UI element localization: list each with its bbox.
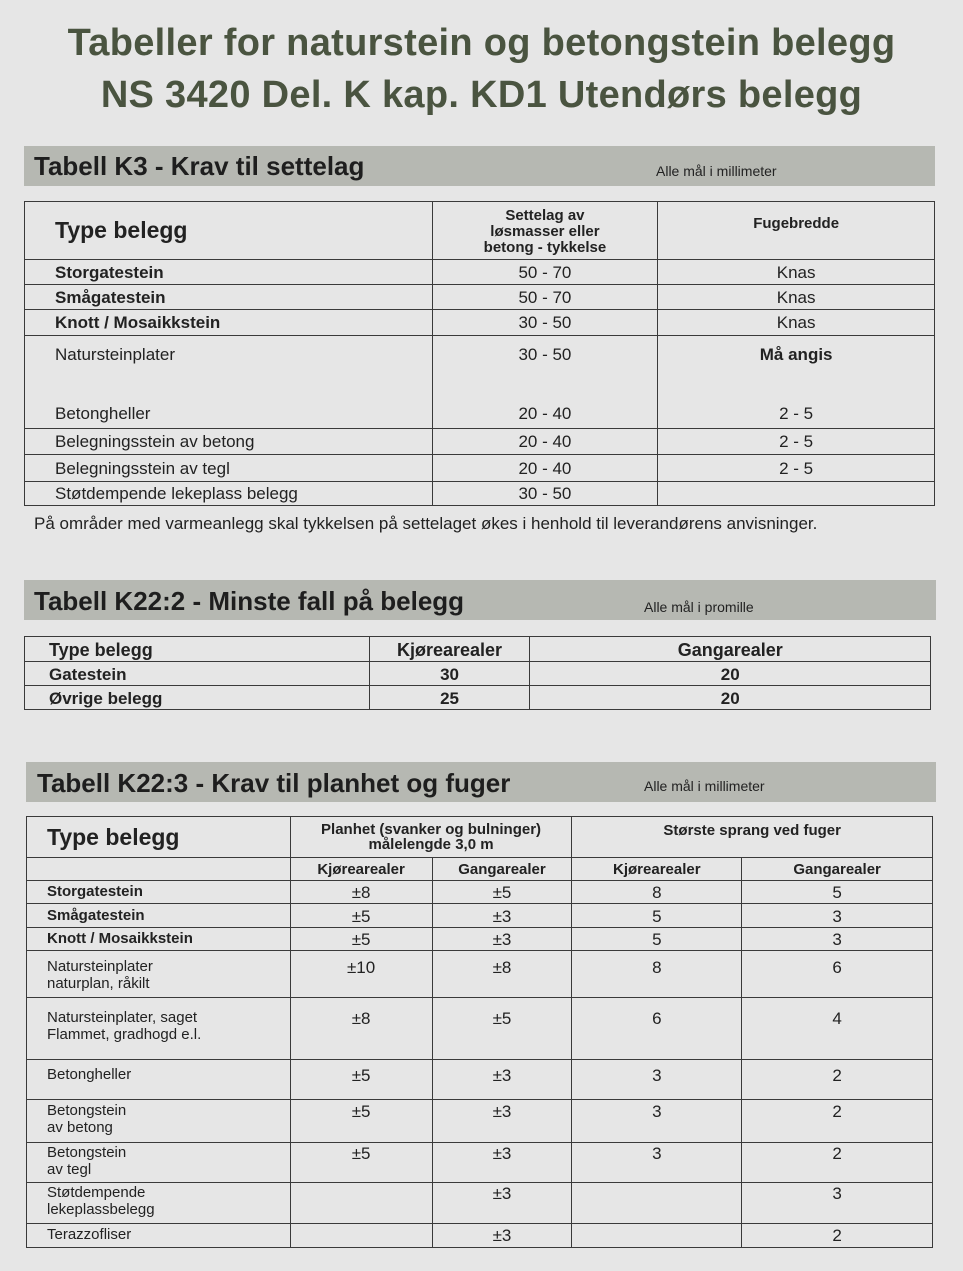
- k22-2-cell-type: Gatestein: [25, 662, 370, 686]
- k22-3-cell-gang-planhet: ±5: [432, 998, 572, 1060]
- k3-cell-settelag: 30 - 50: [432, 336, 658, 382]
- k3-cell-settelag: 20 - 40: [432, 382, 658, 429]
- k22-3-cell-kjore-planhet: ±5: [290, 928, 432, 951]
- k3-col-settelag: Settelag av løsmasser eller betong - tykkelse: [432, 202, 658, 260]
- k22-3-cell-kjore-planhet: ±5: [290, 1060, 432, 1100]
- k3-cell-fugebredde: [658, 482, 935, 506]
- k22-3-cell-type: Terazzofliser: [27, 1224, 291, 1248]
- k22-3-cell-kjore-sprang: 6: [572, 998, 742, 1060]
- k22-2-row: [25, 662, 931, 686]
- k22-3-cell-gang-planhet: ±3: [432, 1183, 572, 1224]
- k22-3-header-row: [27, 817, 933, 858]
- k22-3-cell-kjore-planhet: ±8: [290, 998, 432, 1060]
- k3-cell-fugebredde: Knas: [658, 310, 935, 336]
- k22-3-cell-kjore-planhet: ±5: [290, 1100, 432, 1143]
- k3-cell-type: Knott / Mosaikkstein: [25, 310, 433, 336]
- k22-3-cell-gang-planhet: ±3: [432, 1060, 572, 1100]
- k3-cell-settelag: 50 - 70: [432, 285, 658, 310]
- k22-2-col-kjore: Kjørearealer: [369, 637, 530, 662]
- k22-3-cell-kjore-planhet: ±5: [290, 1143, 432, 1183]
- k22-3-cell-kjore-planhet: [290, 1224, 432, 1248]
- k22-2-table: [24, 636, 931, 710]
- k22-3-cell-gang-sprang: 3: [742, 904, 933, 928]
- k22-3-cell-gang-planhet: ±3: [432, 928, 572, 951]
- k22-3-subheader-empty: [27, 858, 291, 881]
- k22-2-col-type: Type belegg: [25, 637, 370, 662]
- k22-3-cell-kjore-planhet: [290, 1183, 432, 1224]
- k22-3-table: [26, 816, 933, 1248]
- k22-2-row: [25, 686, 931, 710]
- k3-col-fugebredde: Fugebredde: [658, 202, 935, 260]
- k22-3-cell-gang-sprang: 4: [742, 998, 933, 1060]
- k22-3-cell-gang-sprang: 2: [742, 1143, 933, 1183]
- k22-3-sub-kjore-planhet: Kjørearealer: [290, 858, 432, 881]
- k3-cell-type: Storgatestein: [25, 260, 433, 285]
- k3-cell-fugebredde: Må angis: [658, 336, 935, 382]
- k22-2-cell-type: Øvrige belegg: [25, 686, 370, 710]
- k22-3-cell-type: Støtdempende lekeplassbelegg: [27, 1183, 291, 1224]
- k3-cell-settelag: 20 - 40: [432, 455, 658, 482]
- k22-3-cell-gang-sprang: 2: [742, 1100, 933, 1143]
- k22-3-cell-kjore-sprang: 5: [572, 928, 742, 951]
- k22-3-cell-type: Knott / Mosaikkstein: [27, 928, 291, 951]
- k22-3-col-sprang: Største sprang ved fuger: [572, 817, 933, 858]
- k22-3-cell-kjore-sprang: [572, 1224, 742, 1248]
- k22-3-cell-gang-planhet: ±8: [432, 951, 572, 998]
- k3-cell-fugebredde: 2 - 5: [658, 455, 935, 482]
- k22-2-unit-note: Alle mål i promille: [644, 599, 754, 615]
- k3-cell-fugebredde: 2 - 5: [658, 382, 935, 429]
- k22-3-row: [27, 881, 933, 904]
- k3-cell-fugebredde: Knas: [658, 285, 935, 310]
- k22-3-cell-gang-planhet: ±3: [432, 1100, 572, 1143]
- k3-row: [25, 285, 935, 310]
- k22-3-cell-gang-planhet: ±5: [432, 881, 572, 904]
- k22-3-sub-gang-sprang: Gangarealer: [742, 858, 933, 881]
- k22-2-header-row: [25, 637, 931, 662]
- k3-footnote: På områder med varmeanlegg skal tykkelsen på settelaget økes i henhold til leverandørens anvisninger.: [34, 514, 818, 533]
- k22-3-cell-kjore-sprang: 8: [572, 881, 742, 904]
- k3-table: [24, 201, 935, 506]
- k3-title: Tabell K3 - Krav til settelag: [34, 151, 365, 181]
- k22-2-col-gang: Gangarealer: [530, 637, 931, 662]
- k3-row: [25, 482, 935, 506]
- k3-row: [25, 455, 935, 482]
- k22-3-cell-kjore-sprang: [572, 1183, 742, 1224]
- k22-3-sub-kjore-sprang: Kjørearealer: [572, 858, 742, 881]
- k22-3-cell-type: Betongheller: [27, 1060, 291, 1100]
- k22-3-header-bar: [26, 762, 936, 802]
- k22-3-cell-gang-planhet: ±3: [432, 1224, 572, 1248]
- k3-row: [25, 382, 935, 429]
- k22-3-row: [27, 1060, 933, 1100]
- k22-3-row: [27, 1224, 933, 1248]
- k22-3-cell-type: Natursteinplater, saget Flammet, gradhogd e.l.: [27, 998, 291, 1060]
- k22-3-cell-kjore-sprang: 5: [572, 904, 742, 928]
- k22-2-title: Tabell K22:2 - Minste fall på belegg: [34, 586, 465, 616]
- k22-3-row: [27, 1143, 933, 1183]
- k22-3-subheader-row: [27, 858, 933, 881]
- k22-2-cell-kjore: 30: [369, 662, 530, 686]
- k3-cell-fugebredde: Knas: [658, 260, 935, 285]
- k22-3-cell-gang-sprang: 5: [742, 881, 933, 904]
- k22-3-row: [27, 951, 933, 998]
- k3-header-bar: [24, 146, 935, 186]
- k3-cell-type: Betongheller: [25, 382, 433, 429]
- k22-3-col-type: Type belegg: [27, 817, 291, 858]
- k22-2-cell-kjore: 25: [369, 686, 530, 710]
- k3-row: [25, 310, 935, 336]
- k22-3-cell-gang-sprang: 3: [742, 1183, 933, 1224]
- k22-3-cell-gang-planhet: ±3: [432, 1143, 572, 1183]
- k22-2-cell-gang: 20: [530, 662, 931, 686]
- k22-3-cell-kjore-sprang: 8: [572, 951, 742, 998]
- k22-3-row: [27, 904, 933, 928]
- k22-3-cell-type: Betongstein av tegl: [27, 1143, 291, 1183]
- k22-3-cell-gang-planhet: ±3: [432, 904, 572, 928]
- k22-3-sub-gang-planhet: Gangarealer: [432, 858, 572, 881]
- k22-3-cell-kjore-planhet: ±8: [290, 881, 432, 904]
- k3-row: [25, 260, 935, 285]
- k22-3-unit-note: Alle mål i millimeter: [644, 778, 765, 794]
- k3-cell-type: Støtdempende lekeplass belegg: [25, 482, 433, 506]
- k22-3-cell-gang-sprang: 6: [742, 951, 933, 998]
- k22-2-cell-gang: 20: [530, 686, 931, 710]
- k3-row: [25, 429, 935, 455]
- k22-3-row: [27, 928, 933, 951]
- k3-cell-settelag: 30 - 50: [432, 482, 658, 506]
- k3-cell-type: Natursteinplater: [25, 336, 433, 382]
- k22-3-title: Tabell K22:3 - Krav til planhet og fuger: [37, 768, 511, 798]
- k22-3-cell-type: Storgatestein: [27, 881, 291, 904]
- k3-cell-settelag: 30 - 50: [432, 310, 658, 336]
- k22-3-row: [27, 1183, 933, 1224]
- k3-cell-settelag: 20 - 40: [432, 429, 658, 455]
- k3-col-type: Type belegg: [25, 202, 433, 260]
- k3-header-row: [25, 202, 935, 260]
- page-title-line2: NS 3420 Del. K kap. KD1 Utendørs belegg: [100, 74, 863, 116]
- k3-cell-type: Smågatestein: [25, 285, 433, 310]
- k22-3-cell-gang-sprang: 2: [742, 1060, 933, 1100]
- page-title-line1: Tabeller for naturstein og betongstein belegg: [67, 22, 896, 64]
- k3-row: [25, 336, 935, 382]
- k22-3-cell-type: Smågatestein: [27, 904, 291, 928]
- k22-3-cell-kjore-planhet: ±10: [290, 951, 432, 998]
- k22-3-col-planhet: Planhet (svanker og bulninger) målelengde 3,0 m: [290, 817, 572, 858]
- k22-3-cell-gang-sprang: 3: [742, 928, 933, 951]
- k3-cell-settelag: 50 - 70: [432, 260, 658, 285]
- k22-3-cell-type: Betongstein av betong: [27, 1100, 291, 1143]
- k3-unit-note: Alle mål i millimeter: [656, 163, 777, 179]
- k22-3-cell-type: Natursteinplater naturplan, råkilt: [27, 951, 291, 998]
- k22-3-cell-kjore-sprang: 3: [572, 1060, 742, 1100]
- k22-2-header-bar: [24, 580, 936, 620]
- k3-cell-type: Belegningsstein av betong: [25, 429, 433, 455]
- k22-3-cell-gang-sprang: 2: [742, 1224, 933, 1248]
- k22-3-cell-kjore-planhet: ±5: [290, 904, 432, 928]
- k22-3-cell-kjore-sprang: 3: [572, 1143, 742, 1183]
- k22-3-cell-kjore-sprang: 3: [572, 1100, 742, 1143]
- k3-cell-type: Belegningsstein av tegl: [25, 455, 433, 482]
- k3-cell-fugebredde: 2 - 5: [658, 429, 935, 455]
- k22-3-row: [27, 1100, 933, 1143]
- k22-3-row: [27, 998, 933, 1060]
